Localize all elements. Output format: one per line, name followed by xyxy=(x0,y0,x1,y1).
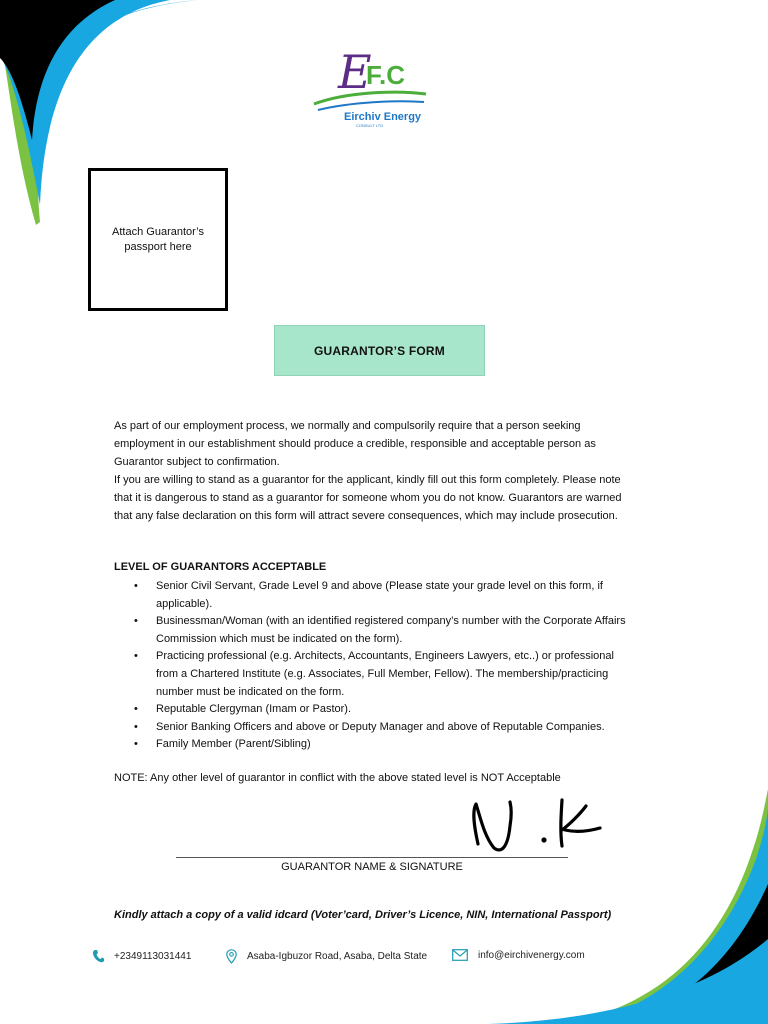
email-address: info@eirchivenergy.com xyxy=(478,949,585,961)
list-item: • Practicing professional (e.g. Architects, Accountants, Engineers Lawyers, etc..) or professional from a Chartered Institute (e.g. Associates, Full Member, Fellow). The membership/practicing number must be indicated on the form. xyxy=(114,648,634,701)
acceptance-note: NOTE: Any other level of guarantor in conflict with the above stated level is NOT Acceptable xyxy=(114,772,561,784)
list-item: • Businessman/Woman (with an identified registered company’s number with the Corporate Affairs Commission which must be indicated on the form). xyxy=(114,613,634,648)
handwritten-signature xyxy=(466,796,616,858)
svg-text:E: E xyxy=(338,45,372,99)
levels-heading: LEVEL OF GUARANTORS ACCEPTABLE xyxy=(114,561,327,573)
signature-caption: GUARANTOR NAME & SIGNATURE xyxy=(281,861,463,873)
envelope-icon xyxy=(452,949,468,961)
list-item: • Reputable Clergyman (Imam or Pastor). xyxy=(114,701,634,719)
company-name: Eirchiv Energy xyxy=(344,111,422,123)
signature-line xyxy=(176,857,568,858)
contact-address xyxy=(226,949,427,964)
address-text: Asaba-Igbuzor Road, Asaba, Delta State xyxy=(247,951,428,962)
contact-email[interactable] xyxy=(452,949,585,961)
location-pin-icon xyxy=(226,949,237,964)
company-suffix: CONSULT LTD xyxy=(356,123,384,128)
id-instruction: Kindly attach a copy of a valid idcard (Voter’card, Driver’s Licence, NIN, International Passport) xyxy=(114,909,612,921)
list-item: • Senior Banking Officers and above or Deputy Manager and above of Reputable Companies. xyxy=(114,719,634,737)
contact-phone[interactable] xyxy=(92,949,191,963)
passport-photo-box[interactable] xyxy=(88,168,228,311)
list-item: • Family Member (Parent/Sibling) xyxy=(114,736,634,754)
intro-text xyxy=(114,418,634,525)
form-title: GUARANTOR’S FORM xyxy=(274,325,485,376)
intro-paragraph: As part of our employment process, we normally and compulsorily require that a person seeking employment in our establishment should produce a credible, responsible and acceptable person as Guarantor subject to confirmation. xyxy=(114,420,596,468)
passport-placeholder-text: Attach Guarantor’s passport here xyxy=(112,225,204,253)
svg-text:F.C: F.C xyxy=(366,60,405,90)
company-logo xyxy=(296,26,446,144)
intro-paragraph: If you are willing to stand as a guarantor for the applicant, kindly fill out this form completely. Please note that it is dangerous to stand as a guarantor for someone whom you do not know. Guarantors are warned that any false declaration on this form will attract severe consequences, which may include prosecution. xyxy=(114,473,622,522)
phone-number: +2349113031441 xyxy=(114,950,192,962)
list-item: • Senior Civil Servant, Grade Level 9 and above (Please state your grade level on this form, if applicable). xyxy=(114,578,634,613)
guarantor-levels-list xyxy=(114,578,634,754)
phone-icon xyxy=(92,949,104,963)
